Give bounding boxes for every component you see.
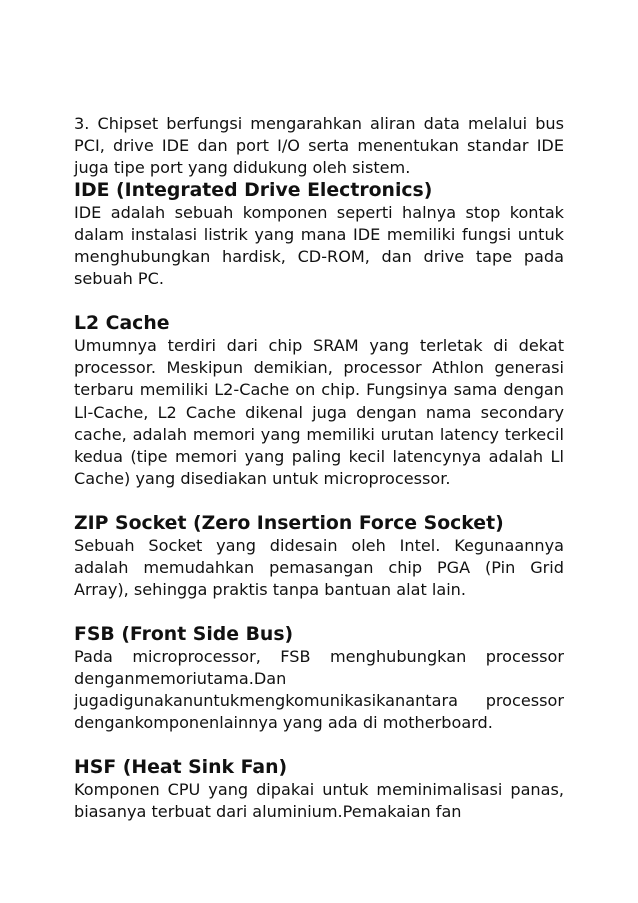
paragraph-gap [74, 601, 564, 623]
paragraph-gap [74, 735, 564, 757]
section-heading-fsb: FSB (Front Side Bus) [74, 623, 294, 645]
section-body-ide: IDE adalah sebuah komponen seperti halnya stop kontak dalam instalasi listrik yang mana IDE memiliki fungsi untuk menghubungkan hardisk, CD-ROM, dan drive tape pada sebuah PC. [74, 202, 564, 289]
section-body-l2-cache: Umumnya terdiri dari chip SRAM yang terletak di dekat processor. Meskipun demikian, processor Athlon generasi terbaru memiliki L2-Cache on chip. Fungsinya sama dengan Ll-Cache, L2 Cache dikenal juga dengan nama secondary cache, adalah memori yang memiliki urutan latency terkecil kedua (tipe memori yang paling kecil latencynya adalah Ll Cache) yang disediakan untuk microprocessor. [74, 336, 564, 489]
paragraph-gap [74, 490, 564, 512]
section-body-zip-socket: Sebuah Socket yang didesain oleh Intel. Kegunaannya adalah memudahkan pemasangan chip PGA (Pin Grid Array), sehingga praktis tanpa bantuan alat lain. [74, 535, 564, 600]
document-page [74, 113, 564, 823]
section-body-fsb: Pada microprocessor, FSB menghubungkan processor denganmemoriutama.Dan jugadigunakanuntukmengkomunikasikanantara processor dengankomponenlainnya yang ada di motherboard. [74, 646, 564, 733]
section-heading-ide: IDE (Integrated Drive Electronics) [74, 179, 433, 201]
section-heading-zip-socket: ZIP Socket (Zero Insertion Force Socket) [74, 512, 504, 534]
section-body-hsf: Komponen CPU yang dipakai untuk meminimalisasi panas, biasanya terbuat dari aluminium.Pemakaian fan [74, 780, 564, 822]
intro-paragraph: 3. Chipset berfungsi mengarahkan aliran data melalui bus PCI, drive IDE dan port I/O serta menentukan standar IDE juga tipe port yang didukung oleh sistem. [74, 114, 564, 178]
section-heading-l2-cache: L2 Cache [74, 312, 170, 334]
section-heading-hsf: HSF (Heat Sink Fan) [74, 756, 288, 778]
paragraph-gap [74, 291, 564, 313]
